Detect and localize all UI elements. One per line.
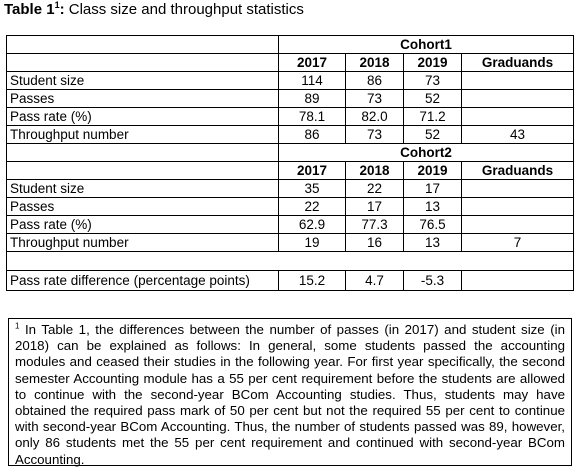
table-row — [7, 198, 574, 216]
table-row — [7, 108, 574, 126]
table-row — [7, 234, 574, 252]
table-cell: 17 — [404, 180, 462, 198]
table-cell: 77.3 — [346, 216, 404, 234]
table-cell — [462, 180, 574, 198]
table-cell: 52 — [404, 90, 462, 108]
footnote-box — [8, 318, 572, 466]
year-header: 2017 — [279, 54, 346, 72]
table-cell: 73 — [404, 72, 462, 90]
table-cell: 17 — [346, 198, 404, 216]
caption-text: Class size and throughput statistics — [64, 1, 304, 18]
table-cell: 22 — [279, 198, 346, 216]
footnote-text: $^1$ In Table 1, the differences between the number of passes (in 2017) and student size (in 2018) can be explained as follows: In general, some students passed the accounting modules and ceased their studies in the following year. For first year specifically, the second semester Accounting module has a 55 per cent requirement before the students are allowed to continue with the second-year BCom Accounting studies. Thus, students may have obtained the required pass mark of 50 per cent but not the required 55 per cent to continue with second-year BCom Accounting. Thus, the number of students passed was 89, however, only 86 students met the 55 per cent requirement and continued with second-year BCom Accounting. — [15, 321, 565, 467]
blank-cell — [7, 36, 279, 54]
table-caption — [4, 1, 304, 18]
footnote-marker: 1 — [15, 321, 20, 331]
caption-footnote-marker: 1 — [54, 0, 60, 10]
year-header: 2018 — [346, 162, 404, 180]
table-cell: 76.5 — [404, 216, 462, 234]
table-cell: 16 — [346, 234, 404, 252]
spacer-row — [7, 252, 574, 271]
cohort2-title: Cohort2 — [279, 144, 574, 162]
table-cell: 73 — [346, 90, 404, 108]
table-cell: 35 — [279, 180, 346, 198]
year-header: 2019 — [404, 54, 462, 72]
graduands-header: Graduands — [462, 162, 574, 180]
cohort2-year-row — [7, 162, 574, 180]
row-label: Throughput number — [7, 234, 279, 252]
table-cell — [462, 216, 574, 234]
table-cell — [462, 90, 574, 108]
table-row — [7, 90, 574, 108]
table-cell: 89 — [279, 90, 346, 108]
year-header: 2019 — [404, 162, 462, 180]
row-label: Pass rate (%) — [7, 108, 279, 126]
table-cell: 22 — [346, 180, 404, 198]
table-cell: 13 — [404, 198, 462, 216]
table-row — [7, 216, 574, 234]
table-row — [7, 180, 574, 198]
blank-cell — [7, 54, 279, 72]
difference-row — [7, 271, 574, 291]
row-label: Pass rate (%) — [7, 216, 279, 234]
caption-label: Table $1^1$: — [4, 0, 65, 18]
year-header: 2017 — [279, 162, 346, 180]
row-label: Student size — [7, 72, 279, 90]
cohort1-year-row — [7, 54, 574, 72]
table-cell: 43 — [462, 126, 574, 144]
row-label: Throughput number — [7, 126, 279, 144]
table-cell: 114 — [279, 72, 346, 90]
table-cell: 71.2 — [404, 108, 462, 126]
table-cell: 82.0 — [346, 108, 404, 126]
table-cell: 15.2 — [279, 271, 346, 291]
year-header: 2018 — [346, 54, 404, 72]
table-row — [7, 126, 574, 144]
cohort1-title-row — [7, 36, 574, 54]
statistics-table — [6, 35, 574, 291]
row-label: Pass rate difference (percentage points) — [7, 271, 279, 291]
table-cell: 13 — [404, 234, 462, 252]
table-cell: 19 — [279, 234, 346, 252]
graduands-header: Graduands — [462, 54, 574, 72]
blank-cell — [462, 271, 574, 291]
table-cell: 7 — [462, 234, 574, 252]
table-row — [7, 72, 574, 90]
row-label: Passes — [7, 90, 279, 108]
row-label: Passes — [7, 198, 279, 216]
table-cell: 86 — [346, 72, 404, 90]
table-cell — [462, 108, 574, 126]
table-cell: -5.3 — [404, 271, 462, 291]
cohort2-title-row — [7, 144, 574, 162]
table-cell: 73 — [346, 126, 404, 144]
blank-cell — [7, 252, 574, 271]
blank-cell — [7, 144, 279, 162]
row-label: Student size — [7, 180, 279, 198]
cohort1-title: Cohort1 — [279, 36, 574, 54]
table-cell — [462, 72, 574, 90]
table-cell: 52 — [404, 126, 462, 144]
blank-cell — [7, 162, 279, 180]
table-cell: 62.9 — [279, 216, 346, 234]
table-cell: 86 — [279, 126, 346, 144]
table-cell — [462, 198, 574, 216]
table-cell: 78.1 — [279, 108, 346, 126]
table-cell: 4.7 — [346, 271, 404, 291]
